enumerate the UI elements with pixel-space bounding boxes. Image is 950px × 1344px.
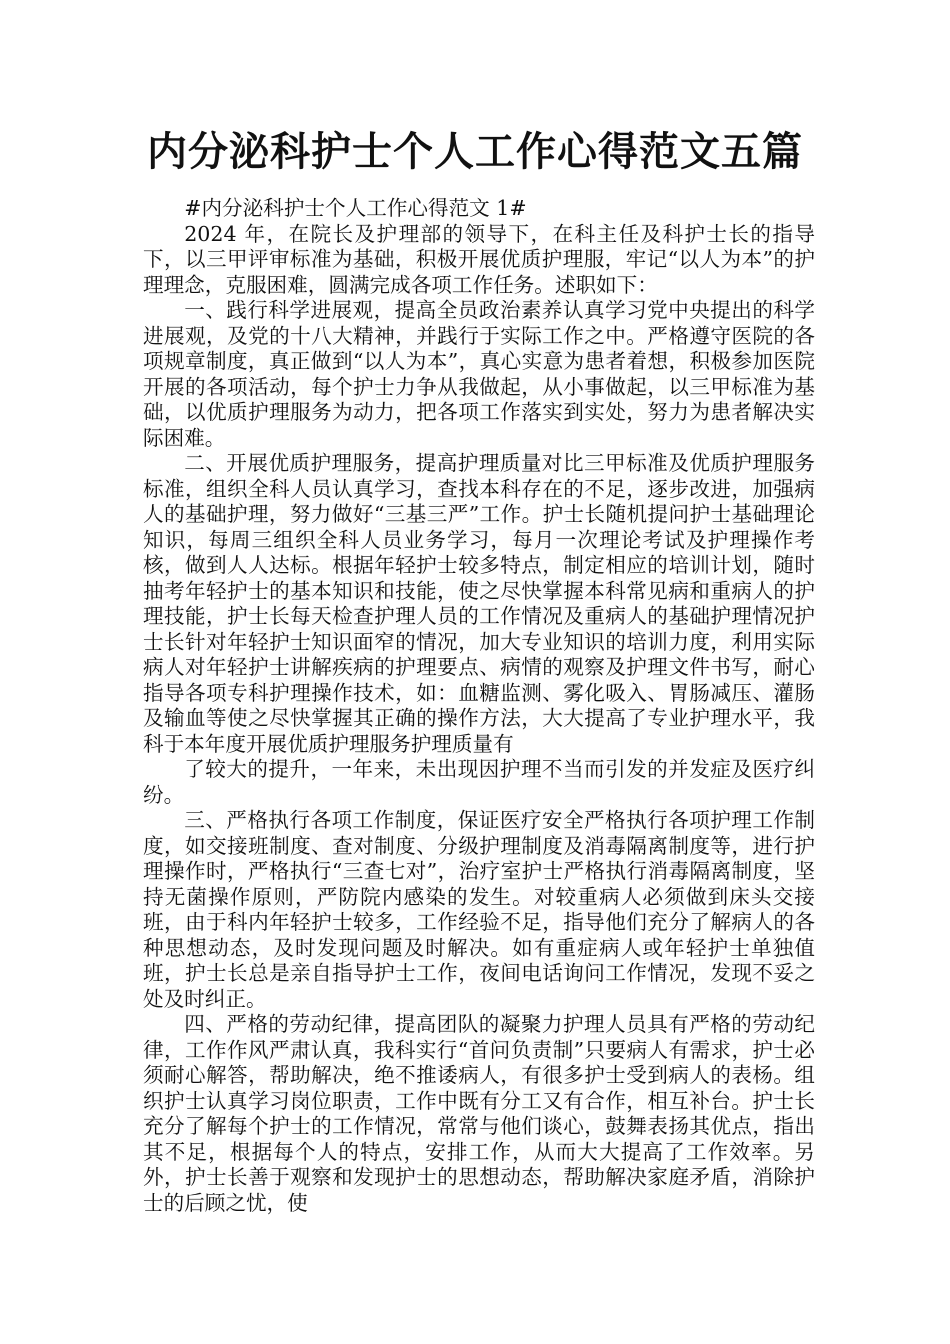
paragraph-section-2-continued: 了较大的提升，一年来，未出现因护理不当而引发的并发症及医疗纠纷。 — [143, 757, 815, 807]
section-heading: #内分泌科护士个人工作心得范文 1# — [184, 196, 527, 220]
paragraph-section-4: 四、严格的劳动纪律，提高团队的凝聚力护理人员具有严格的劳动纪律，工作作风严肃认真，我科实行“首问负责制”只要病人有需求，护士必须耐心解答，帮助解决，绝不推诿病人，有很多护士受到病人的表杨。组织护士认真学习岗位职责，工作中既有分工又有合作，相互补台。护士长充分了解每个护士的工作情况，常常与他们谈心，鼓舞表扬其优点，指出其不足，根据每个人的特点，安排工作，从而大大提高了工作效率。另外，护士长善于观察和发现护士的思想动态，帮助解决家庭矛盾，消除护士的后顾之忧，使 — [143, 1012, 815, 1215]
paragraph-section-1: 一、践行科学进展观，提高全员政治素养认真学习党中央提出的科学进展观，及党的十八大精神，并践行于实际工作之中。严格遵守医院的各项规章制度，真正做到“以人为本”，真心实意为患者着想，积极参加医院开展的各项活动，每个护士力争从我做起，从小事做起，以三甲标准为基础，以优质护理服务为动力，把各项工作落实到实处，努力为患者解决实际困难。 — [143, 298, 815, 450]
paragraph-section-3: 三、严格执行各项工作制度，保证医疗安全严格执行各项护理工作制度，如交接班制度、查对制度、分级护理制度及消毒隔离制度等，进行护理操作时，严格执行“三查七对”，治疗室护士严格执行消毒隔离制度，坚持无菌操作原则，严防院内感染的发生。对较重病人必须做到床头交接班，由于科内年轻护士较多，工作经验不足，指导他们充分了解病人的各种思想动态，及时发现问题及时解决。如有重症病人或年轻护士单独值班，护士长总是亲自指导护士工作，夜间电话询问工作情况，发现不妥之处及时纠正。 — [143, 808, 815, 1011]
paragraph-section-2: 二、开展优质护理服务，提高护理质量对比三甲标准及优质护理服务标准，组织全科人员认真学习，查找本科存在的不足，逐步改进，加强病人的基础护理，努力做好“三基三严”工作。护士长随机提问护士基础理论知识，每周三组织全科人员业务学习，每月一次理论考试及护理操作考核，做到人人达标。根据年轻护士较多特点，制定相应的培训计划，随时抽考年轻护士的基本知识和技能，使之尽快掌握本科常见病和重病人的护理技能，护士长每天检查护理人员的工作情况及重病人的基础护理情况护士长针对年轻护士知识面窄的情况，加大专业知识的培训力度，利用实际病人对年轻护士讲解疾病的护理要点、病情的观察及护理文件书写，耐心指导各项专科护理操作技术，如：血糖监测、雾化吸入、胃肠减压、灌肠及输血等使之尽快掌握其正确的操作方法，大大提高了专业护理水平，我科于本年度开展优质护理服务护理质量有 — [143, 451, 815, 756]
document-title: 内分泌科护士个人工作心得范文五篇 — [147, 128, 803, 175]
paragraph-intro: 2024 年，在院长及护理部的领导下，在科主任及科护士长的指导下，以三甲评审标准为基础，积极开展优质护理服，牢记“以人为本”的护理理念，克服困难，圆满完成各项工作任务。述职如下： — [143, 221, 815, 297]
document-body — [143, 196, 815, 1216]
